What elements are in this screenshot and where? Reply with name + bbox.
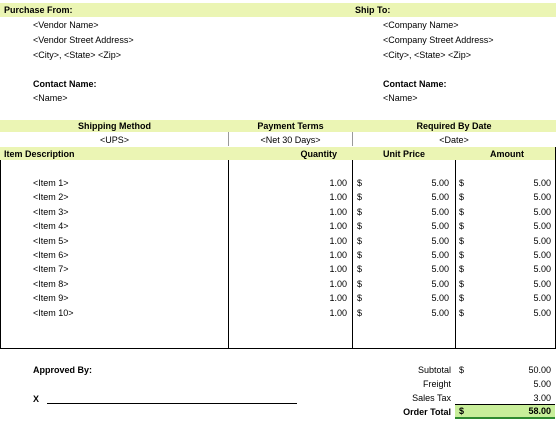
item-quantity: 1.00 [329,264,347,274]
vendor-city-state-zip: <City>, <State> <Zip> [33,50,122,60]
item-quantity: 1.00 [329,221,347,231]
item-amount: 5.00 [533,264,551,274]
item-description-header: Item Description [4,149,75,159]
item-amount: 5.00 [533,192,551,202]
item-amount: 5.00 [533,207,551,217]
item-description: <Item 7> [33,264,69,274]
item-amount: 5.00 [533,221,551,231]
unit-price-currency: $ [357,221,363,231]
amount-currency: $ [459,207,465,217]
purchase-from-heading: Purchase From: [4,5,73,15]
shipping-method-value: <UPS> [99,135,130,145]
item-unit-price: 5.00 [431,221,449,231]
amount-currency: $ [459,293,465,303]
item-unit-price: 5.00 [431,308,449,318]
order-total-currency: $ [459,406,465,416]
item-description: <Item 4> [33,221,69,231]
item-description: <Item 5> [33,236,69,246]
sales-tax-value: 3.00 [533,393,551,403]
order-total-value: 58.00 [528,406,551,416]
amount-currency: $ [459,250,465,260]
required-date-label: Required By Date [416,121,492,131]
quantity-header: Quantity [300,149,337,159]
item-unit-price: 5.00 [431,250,449,260]
approved-by-label: Approved By: [33,365,93,375]
unit-price-currency: $ [357,250,363,260]
amount-currency: $ [459,221,465,231]
vendor-name: <Vendor Name> [33,20,99,30]
freight-label: Freight [422,379,451,389]
unit-price-currency: $ [357,293,363,303]
shipto-contact-name: <Name> [383,93,418,103]
items-bottom-line [0,348,556,349]
amount-currency: $ [459,308,465,318]
items-column-line [0,160,1,349]
shipping-method-label: Shipping Method [78,121,151,131]
unit-price-currency: $ [357,264,363,274]
unit-price-header: Unit Price [382,149,425,159]
item-quantity: 1.00 [329,293,347,303]
required-date-value: <Date> [439,135,469,145]
unit-price-currency: $ [357,236,363,246]
shipto-contact-label: Contact Name: [383,79,447,89]
item-unit-price: 5.00 [431,178,449,188]
item-amount: 5.00 [533,250,551,260]
item-unit-price: 5.00 [431,192,449,202]
vendor-street: <Vendor Street Address> [33,35,134,45]
order-total-box [455,405,555,419]
item-quantity: 1.00 [329,250,347,260]
vendor-contact-name: <Name> [33,93,68,103]
amount-currency: $ [459,236,465,246]
vendor-contact-label: Contact Name: [33,79,97,89]
signature-line[interactable] [47,403,297,404]
item-description: <Item 8> [33,279,69,289]
shipping-divider [228,132,229,146]
shipping-divider [352,132,353,146]
unit-price-currency: $ [357,308,363,318]
payment-terms-value: <Net 30 Days> [260,135,321,145]
item-quantity: 1.00 [329,192,347,202]
amount-header: Amount [490,149,524,159]
item-description: <Item 6> [33,250,69,260]
payment-terms-label: Payment Terms [257,121,324,131]
amount-currency: $ [459,192,465,202]
item-amount: 5.00 [533,236,551,246]
item-quantity: 1.00 [329,279,347,289]
item-description: <Item 1> [33,178,69,188]
freight-value: 5.00 [533,379,551,389]
amount-currency: $ [459,178,465,188]
item-description: <Item 9> [33,293,69,303]
items-column-line [455,160,456,349]
company-name: <Company Name> [383,20,459,30]
order-total-label: Order Total [403,407,451,417]
company-street: <Company Street Address> [383,35,494,45]
subtotal-currency: $ [459,365,465,375]
unit-price-currency: $ [357,207,363,217]
subtotal-label: Subtotal [417,365,451,375]
amount-currency: $ [459,264,465,274]
ship-to-heading: Ship To: [355,5,391,15]
unit-price-currency: $ [357,279,363,289]
item-amount: 5.00 [533,308,551,318]
item-description: <Item 3> [33,207,69,217]
item-amount: 5.00 [533,178,551,188]
item-amount: 5.00 [533,279,551,289]
signature-x: X [33,394,40,404]
item-quantity: 1.00 [329,178,347,188]
sales-tax-label: Sales Tax [412,393,451,403]
item-unit-price: 5.00 [431,207,449,217]
item-unit-price: 5.00 [431,264,449,274]
item-description: <Item 10> [33,308,74,318]
item-amount: 5.00 [533,293,551,303]
subtotal-value: 50.00 [528,365,551,375]
company-city-state-zip: <City>, <State> <Zip> [383,50,472,60]
item-quantity: 1.00 [329,207,347,217]
item-description: <Item 2> [33,192,69,202]
item-quantity: 1.00 [329,308,347,318]
item-unit-price: 5.00 [431,293,449,303]
amount-currency: $ [459,279,465,289]
item-unit-price: 5.00 [431,236,449,246]
item-unit-price: 5.00 [431,279,449,289]
items-column-line [352,160,353,349]
header-band [0,3,556,17]
unit-price-currency: $ [357,192,363,202]
item-quantity: 1.00 [329,236,347,246]
unit-price-currency: $ [357,178,363,188]
